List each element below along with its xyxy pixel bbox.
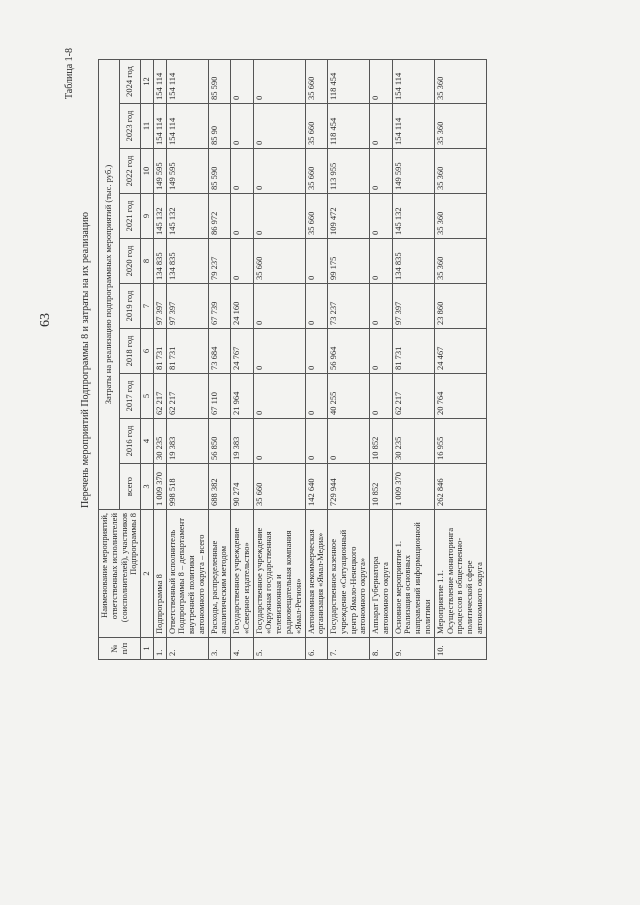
table-title: Перечень мероприятий Подпрограммы 8 и затраты на их реализацию [80,211,91,509]
cell-year-value: 62 217 [392,374,434,419]
table-row [208,59,231,659]
cell-year-value: 0 [253,194,305,239]
cell-year-value: 0 [253,104,305,149]
cell-year-value: 10 852 [370,419,393,464]
cell-year-value: 67 110 [208,374,231,419]
cell-year-value: 30 235 [392,419,434,464]
table-row [153,59,166,659]
column-number: 11 [141,104,154,149]
cell-year-value: 118 454 [328,104,370,149]
table-label: Таблица 1-8 [64,48,75,100]
cell-total: 998 518 [166,464,208,510]
row-number: 9. [392,638,434,660]
cell-year-value: 62 217 [166,374,208,419]
page-number: 63 [38,313,53,327]
cell-year-value: 0 [253,59,305,103]
column-number: 8 [141,239,154,284]
cell-year-value: 62 217 [153,374,166,419]
cell-year-value: 30 235 [153,419,166,464]
table-row [166,59,208,659]
cell-year-value: 0 [231,194,254,239]
column-number: 5 [141,374,154,419]
cell-year-value: 0 [370,59,393,103]
cell-year-value: 0 [253,419,305,464]
row-number: 5. [253,638,305,660]
cell-year-value: 154 114 [392,104,434,149]
column-number: 3 [141,464,154,510]
column-number: 9 [141,194,154,239]
cell-year-value: 0 [305,284,328,329]
cell-year-value: 0 [370,104,393,149]
cell-year-value: 56 964 [328,329,370,374]
cell-year-value: 154 114 [153,59,166,103]
cell-year-value: 109 472 [328,194,370,239]
header-row-1 [99,59,120,659]
header-year: 2016 год [120,419,141,464]
cell-year-value: 149 595 [392,149,434,194]
cell-year-value: 0 [253,149,305,194]
row-name: Расходы, распределенные аналитическим методом [208,510,231,638]
header-total: всего [120,464,141,510]
cell-year-value: 35 360 [434,149,486,194]
cell-year-value: 0 [305,239,328,284]
cell-year-value: 149 595 [166,149,208,194]
cell-year-value: 35 360 [434,104,486,149]
column-number: 12 [141,59,154,103]
cell-year-value: 134 835 [392,239,434,284]
cell-year-value: 73 684 [208,329,231,374]
cell-year-value: 97 397 [392,284,434,329]
row-name: Государственное казенное учреждение «Ситуационный центр Ямало-Ненецкого автономного округа» [328,510,370,638]
cell-year-value: 0 [231,239,254,284]
column-number: 2 [141,510,154,638]
cell-year-value: 35 660 [305,194,328,239]
cell-year-value: 154 114 [153,104,166,149]
column-number-row [141,59,154,659]
cell-year-value: 35 660 [305,104,328,149]
cell-year-value: 0 [370,149,393,194]
row-number: 6. [305,638,328,660]
cell-year-value: 19 383 [166,419,208,464]
cell-year-value: 73 237 [328,284,370,329]
table-row [392,59,434,659]
cell-year-value: 0 [231,59,254,103]
row-name: Государственное учреждение «Окружная государственная телевизионная и радиовещательная компания «Ямал-Регион» [253,510,305,638]
row-number: 4. [231,638,254,660]
cell-year-value: 35 360 [434,194,486,239]
cell-year-value: 85 590 [208,149,231,194]
costs-table [98,59,487,660]
cell-year-value: 0 [370,329,393,374]
cell-total: 688 382 [208,464,231,510]
header-year: 2019 год [120,284,141,329]
cell-year-value: 81 731 [153,329,166,374]
row-number: 10. [434,638,486,660]
header-name: Наименование мероприятий, ответственных исполнителей (соисполнителей), участников Подпрограммы 8 [99,510,141,638]
cell-year-value: 0 [253,284,305,329]
cell-year-value: 0 [305,374,328,419]
row-number: 7. [328,638,370,660]
cell-year-value: 81 731 [392,329,434,374]
row-number: 8. [370,638,393,660]
cell-year-value: 67 739 [208,284,231,329]
column-number: 4 [141,419,154,464]
column-number: 10 [141,149,154,194]
cell-year-value: 134 835 [153,239,166,284]
cell-total: 1 009 370 [153,464,166,510]
cell-year-value: 145 132 [153,194,166,239]
table-row [253,59,305,659]
header-year: 2018 год [120,329,141,374]
cell-year-value: 19 383 [231,419,254,464]
cell-year-value: 145 132 [166,194,208,239]
cell-year-value: 24 160 [231,284,254,329]
column-number: 1 [141,638,154,660]
cell-year-value: 99 175 [328,239,370,284]
cell-year-value: 113 955 [328,149,370,194]
table-row [231,59,254,659]
cell-year-value: 97 397 [153,284,166,329]
cell-year-value: 35 360 [434,239,486,284]
cell-year-value: 79 237 [208,239,231,284]
cell-year-value: 0 [370,374,393,419]
cell-year-value: 0 [253,329,305,374]
row-name: Автономная некоммерческая организация «Ямал-Медиа» [305,510,328,638]
cell-year-value: 154 114 [166,59,208,103]
cell-total: 1 009 370 [392,464,434,510]
cell-year-value: 24 767 [231,329,254,374]
cell-year-value: 35 660 [253,239,305,284]
cell-year-value: 154 114 [166,104,208,149]
cell-year-value: 0 [231,104,254,149]
row-number: 3. [208,638,231,660]
cell-year-value: 56 850 [208,419,231,464]
cell-year-value: 0 [253,374,305,419]
table-row [370,59,393,659]
cell-total: 262 846 [434,464,486,510]
column-number: 6 [141,329,154,374]
cell-year-value: 0 [370,284,393,329]
cell-year-value: 0 [305,419,328,464]
cell-total: 142 640 [305,464,328,510]
row-name: Основное мероприятие 1. Реализация основных направлений информационной политики [392,510,434,638]
cell-year-value: 134 835 [166,239,208,284]
cell-year-value: 0 [328,419,370,464]
cell-year-value: 0 [370,194,393,239]
cell-year-value: 16 955 [434,419,486,464]
table-body [141,59,487,659]
table-row [328,59,370,659]
cell-year-value: 97 397 [166,284,208,329]
cell-year-value: 85 90 [208,104,231,149]
cell-total: 90 274 [231,464,254,510]
cell-year-value: 145 132 [392,194,434,239]
table-row [305,59,328,659]
cell-year-value: 0 [370,239,393,284]
row-name: Подпрограмма 8 [153,510,166,638]
cell-total: 10 852 [370,464,393,510]
header-costs-group: Затраты на реализацию подпрограммных мероприятий (тыс. руб.) [99,59,120,509]
cell-year-value: 21 964 [231,374,254,419]
cell-year-value: 85 590 [208,59,231,103]
cell-year-value: 23 860 [434,284,486,329]
cell-year-value: 35 660 [305,59,328,103]
cell-year-value: 81 731 [166,329,208,374]
cell-year-value: 35 360 [434,59,486,103]
cell-year-value: 40 255 [328,374,370,419]
table-row [434,59,486,659]
header-year: 2022 год [120,149,141,194]
header-year: 2023 год [120,104,141,149]
cell-year-value: 149 595 [153,149,166,194]
cell-total: 35 660 [253,464,305,510]
cell-year-value: 24 467 [434,329,486,374]
cell-year-value: 35 660 [305,149,328,194]
row-name: Ответственный исполнитель Подпрограммы 8 – департамент внутренней политики автономного округа – всего [166,510,208,638]
cell-total: 729 944 [328,464,370,510]
row-name: Аппарат Губернатора автономного округа [370,510,393,638]
rotated-sheet [38,48,618,660]
header-year: 2017 год [120,374,141,419]
row-name: Мероприятие 1.1. Осуществление мониторинга процессов в общественно-политической сфере автономного округа [434,510,486,638]
row-number: 1. [153,638,166,660]
header-year: 2021 год [120,194,141,239]
cell-year-value: 154 114 [392,59,434,103]
cell-year-value: 20 764 [434,374,486,419]
header-year: 2020 год [120,239,141,284]
header-year: 2024 год [120,59,141,103]
cell-year-value: 118 454 [328,59,370,103]
row-number: 2. [166,638,208,660]
cell-year-value: 0 [231,149,254,194]
cell-year-value: 86 972 [208,194,231,239]
row-name: Государственное учреждение «Северное издательство» [231,510,254,638]
header-no: № п/п [99,638,141,660]
cell-year-value: 0 [305,329,328,374]
column-number: 7 [141,284,154,329]
